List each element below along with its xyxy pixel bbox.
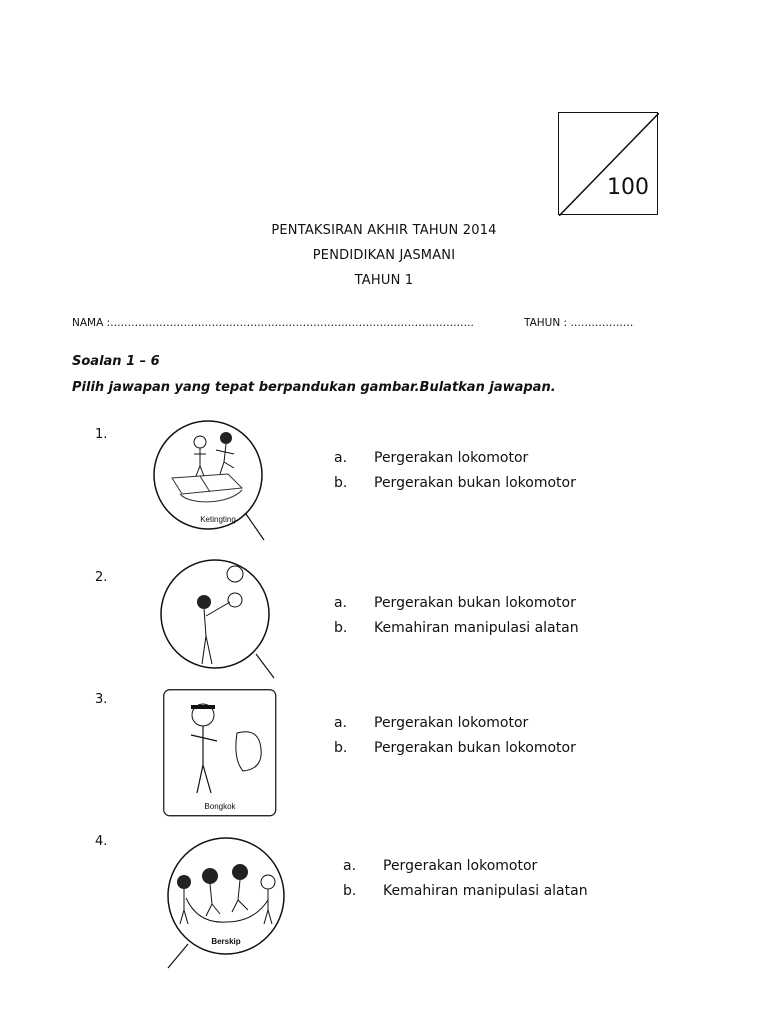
option-label: a. <box>334 715 348 731</box>
option-label: b. <box>343 883 357 899</box>
option-a[interactable] <box>334 450 528 466</box>
ball-throw-illustration <box>158 556 278 682</box>
option-a[interactable] <box>334 715 528 731</box>
option-a[interactable] <box>343 858 537 874</box>
option-b[interactable] <box>334 620 579 636</box>
option-text: Kemahiran manipulasi alatan <box>374 620 579 636</box>
option-text: Pergerakan bukan lokomotor <box>374 595 576 611</box>
option-a[interactable] <box>334 595 576 611</box>
question-number: 2. <box>95 570 108 585</box>
option-b[interactable] <box>334 475 576 491</box>
section-instruction: Pilih jawapan yang tepat berpandukan gambar.Bulatkan jawapan. <box>72 380 556 395</box>
skipping-illustration <box>158 832 288 972</box>
option-label: b. <box>334 475 348 491</box>
exam-title: PENTAKSIRAN AKHIR TAHUN 2014 <box>271 223 497 238</box>
option-label: a. <box>334 595 348 611</box>
question-number: 1. <box>95 427 108 442</box>
question-number: 3. <box>95 692 108 707</box>
option-label: b. <box>334 620 348 636</box>
bending-illustration <box>163 689 277 817</box>
picture-caption: Berskip <box>211 937 241 946</box>
section-title: Soalan 1 – 6 <box>72 354 160 369</box>
option-label: b. <box>334 740 348 756</box>
picture-caption: Bongkok <box>204 802 236 811</box>
picture-caption: Ketingting <box>200 515 236 524</box>
score-total: 100 <box>607 175 649 200</box>
option-text: Kemahiran manipulasi alatan <box>383 883 588 899</box>
option-text: Pergerakan bukan lokomotor <box>374 740 576 756</box>
option-text: Pergerakan bukan lokomotor <box>374 475 576 491</box>
option-b[interactable] <box>343 883 588 899</box>
name-field[interactable]: NAMA :………………………………………………………………………………………….. <box>72 317 474 329</box>
score-box <box>558 112 658 215</box>
option-b[interactable] <box>334 740 576 756</box>
subject-title: PENDIDIKAN JASMANI <box>312 248 456 263</box>
option-text: Pergerakan lokomotor <box>383 858 538 874</box>
option-text: Pergerakan lokomotor <box>374 715 529 731</box>
year-title: TAHUN 1 <box>354 273 414 288</box>
option-text: Pergerakan lokomotor <box>374 450 529 466</box>
score-diagonal-line <box>559 113 659 216</box>
option-label: a. <box>343 858 357 874</box>
question-number: 4. <box>95 834 108 849</box>
option-label: a. <box>334 450 348 466</box>
year-field[interactable]: TAHUN : ……………… <box>524 317 634 329</box>
